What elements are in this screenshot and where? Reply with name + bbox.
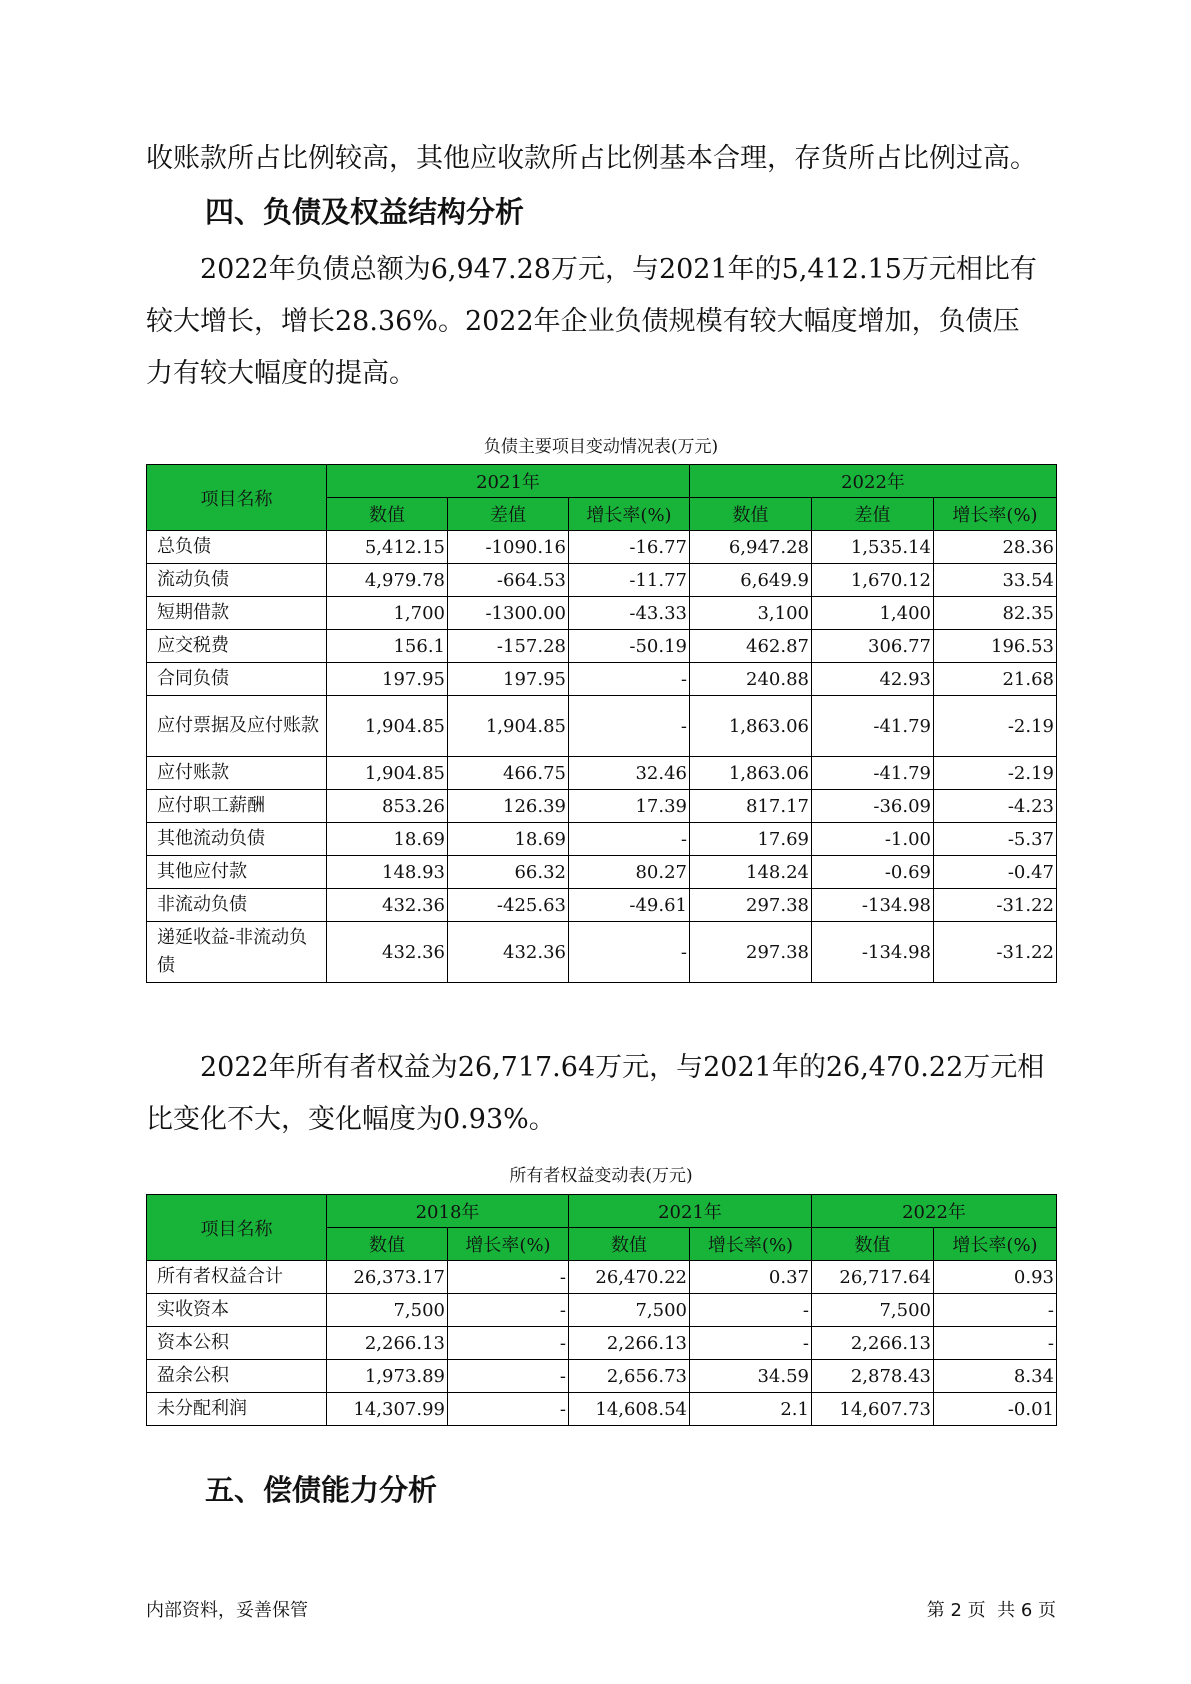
liability-paragraph: 2022年负债总额为6,947.28万元，与2021年的5,412.15万元相比有较大增长，增长28.36%。2022年企业负债规模有较大幅度增加，负债压力有较大幅度的提高。 — [146, 254, 1037, 389]
table-row — [147, 597, 1057, 630]
sub-column-header: 数值 — [812, 1228, 934, 1261]
value-cell: 21.68 — [934, 663, 1057, 696]
value-cell: 3,100 — [690, 597, 812, 630]
value-cell: 306.77 — [812, 630, 934, 663]
row-label-cell: 递延收益-非流动负债 — [147, 922, 327, 983]
value-cell: 197.95 — [327, 663, 448, 696]
value-cell: -36.09 — [812, 790, 934, 823]
value-cell: 432.36 — [448, 922, 569, 983]
value-cell: 1,973.89 — [327, 1360, 448, 1393]
value-cell: -0.47 — [934, 856, 1057, 889]
value-cell: 148.93 — [327, 856, 448, 889]
year-header: 2018年 — [327, 1195, 569, 1228]
table-row — [147, 630, 1057, 663]
value-cell: -11.77 — [569, 564, 690, 597]
value-cell: 197.95 — [448, 663, 569, 696]
value-cell: - — [448, 1261, 569, 1294]
value-cell: -1.00 — [812, 823, 934, 856]
value-cell: 1,904.85 — [327, 696, 448, 757]
value-cell: 156.1 — [327, 630, 448, 663]
table-row — [147, 531, 1057, 564]
row-label-cell: 合同负债 — [147, 663, 327, 696]
liability-table-caption: 负债主要项目变动情况表(万元) — [483, 437, 719, 457]
value-cell: 1,904.85 — [448, 696, 569, 757]
value-cell: -664.53 — [448, 564, 569, 597]
table-row — [147, 663, 1057, 696]
row-label-cell: 所有者权益合计 — [147, 1261, 327, 1294]
value-cell: 82.35 — [934, 597, 1057, 630]
value-cell: -425.63 — [448, 889, 569, 922]
value-cell: -1300.00 — [448, 597, 569, 630]
value-cell: -0.01 — [934, 1393, 1057, 1426]
value-cell: 1,904.85 — [327, 757, 448, 790]
value-cell: 42.93 — [812, 663, 934, 696]
value-cell: 34.59 — [690, 1360, 812, 1393]
footer-confidential-note: 内部资料，妥善保管 — [146, 1600, 308, 1621]
row-label-cell: 应交税费 — [147, 630, 327, 663]
table-row — [147, 889, 1057, 922]
year-header: 2021年 — [327, 465, 690, 498]
value-cell: 1,700 — [327, 597, 448, 630]
sub-column-header: 数值 — [569, 1228, 690, 1261]
equity-table — [146, 1194, 1057, 1426]
value-cell: 297.38 — [690, 922, 812, 983]
sub-column-header: 增长率(%) — [569, 498, 690, 531]
value-cell: -41.79 — [812, 696, 934, 757]
value-cell: 432.36 — [327, 922, 448, 983]
value-cell: 80.27 — [569, 856, 690, 889]
value-cell: 7,500 — [812, 1294, 934, 1327]
value-cell: 14,608.54 — [569, 1393, 690, 1426]
name-column-header: 项目名称 — [147, 1195, 327, 1261]
value-cell: 4,979.78 — [327, 564, 448, 597]
value-cell: -5.37 — [934, 823, 1057, 856]
value-cell: 817.17 — [690, 790, 812, 823]
table-row — [147, 1327, 1057, 1360]
value-cell: 66.32 — [448, 856, 569, 889]
value-cell: 6,649.9 — [690, 564, 812, 597]
row-label-cell: 盈余公积 — [147, 1360, 327, 1393]
row-label-cell: 非流动负债 — [147, 889, 327, 922]
value-cell: 2.1 — [690, 1393, 812, 1426]
year-header: 2021年 — [569, 1195, 812, 1228]
value-cell: 462.87 — [690, 630, 812, 663]
value-cell: 32.46 — [569, 757, 690, 790]
value-cell: 5,412.15 — [327, 531, 448, 564]
value-cell: -134.98 — [812, 889, 934, 922]
value-cell: -0.69 — [812, 856, 934, 889]
equity-table-caption: 所有者权益变动表(万元) — [509, 1166, 693, 1186]
value-cell: - — [448, 1360, 569, 1393]
value-cell: 126.39 — [448, 790, 569, 823]
table-row — [147, 823, 1057, 856]
table-row — [147, 1261, 1057, 1294]
value-cell: - — [569, 696, 690, 757]
value-cell: 466.75 — [448, 757, 569, 790]
row-label-cell: 其他应付款 — [147, 856, 327, 889]
value-cell: 2,266.13 — [569, 1327, 690, 1360]
value-cell: 18.69 — [448, 823, 569, 856]
row-label-cell: 其他流动负债 — [147, 823, 327, 856]
value-cell: -16.77 — [569, 531, 690, 564]
name-column-header: 项目名称 — [147, 465, 327, 531]
value-cell: 2,878.43 — [812, 1360, 934, 1393]
table-row — [147, 696, 1057, 757]
value-cell: 18.69 — [327, 823, 448, 856]
row-label-cell: 短期借款 — [147, 597, 327, 630]
value-cell: 853.26 — [327, 790, 448, 823]
value-cell: 297.38 — [690, 889, 812, 922]
value-cell: -31.22 — [934, 922, 1057, 983]
value-cell: 0.37 — [690, 1261, 812, 1294]
value-cell: 1,863.06 — [690, 696, 812, 757]
row-label-cell: 应付职工薪酬 — [147, 790, 327, 823]
table-row — [147, 757, 1057, 790]
value-cell: - — [569, 823, 690, 856]
liability-table — [146, 464, 1057, 983]
value-cell: 8.34 — [934, 1360, 1057, 1393]
table-row — [147, 1294, 1057, 1327]
value-cell: - — [448, 1393, 569, 1426]
value-cell: 2,266.13 — [812, 1327, 934, 1360]
value-cell: 1,670.12 — [812, 564, 934, 597]
value-cell: 14,607.73 — [812, 1393, 934, 1426]
table-row — [147, 564, 1057, 597]
value-cell: -50.19 — [569, 630, 690, 663]
value-cell: 2,656.73 — [569, 1360, 690, 1393]
row-label-cell: 应付账款 — [147, 757, 327, 790]
row-label-cell: 总负债 — [147, 531, 327, 564]
section-4-heading: 四、负债及权益结构分析 — [205, 195, 525, 229]
value-cell: -43.33 — [569, 597, 690, 630]
value-cell: 17.69 — [690, 823, 812, 856]
row-label-cell: 应付票据及应付账款 — [147, 696, 327, 757]
value-cell: 240.88 — [690, 663, 812, 696]
value-cell: 33.54 — [934, 564, 1057, 597]
value-cell: 0.93 — [934, 1261, 1057, 1294]
value-cell: - — [934, 1327, 1057, 1360]
equity-paragraph: 2022年所有者权益为26,717.64万元，与2021年的26,470.22万元相比变化不大，变化幅度为0.93%。 — [146, 1052, 1045, 1135]
sub-column-header: 数值 — [690, 498, 812, 531]
value-cell: 432.36 — [327, 889, 448, 922]
table-row — [147, 1360, 1057, 1393]
value-cell: 196.53 — [934, 630, 1057, 663]
value-cell: 1,400 — [812, 597, 934, 630]
table-row — [147, 856, 1057, 889]
value-cell: - — [569, 663, 690, 696]
sub-column-header: 数值 — [327, 498, 448, 531]
value-cell: - — [690, 1294, 812, 1327]
value-cell: -4.23 — [934, 790, 1057, 823]
value-cell: -41.79 — [812, 757, 934, 790]
table-row — [147, 1393, 1057, 1426]
value-cell: -134.98 — [812, 922, 934, 983]
row-label-cell: 未分配利润 — [147, 1393, 327, 1426]
year-header: 2022年 — [690, 465, 1057, 498]
section-5-heading: 五、偿债能力分析 — [205, 1473, 438, 1507]
row-label-cell: 流动负债 — [147, 564, 327, 597]
sub-column-header: 差值 — [812, 498, 934, 531]
value-cell: 2,266.13 — [327, 1327, 448, 1360]
value-cell: -31.22 — [934, 889, 1057, 922]
value-cell: 1,535.14 — [812, 531, 934, 564]
row-label-cell: 资本公积 — [147, 1327, 327, 1360]
sub-column-header: 差值 — [448, 498, 569, 531]
sub-column-header: 增长率(%) — [690, 1228, 812, 1261]
value-cell: -2.19 — [934, 757, 1057, 790]
sub-column-header: 增长率(%) — [448, 1228, 569, 1261]
value-cell: -49.61 — [569, 889, 690, 922]
value-cell: - — [448, 1294, 569, 1327]
value-cell: -2.19 — [934, 696, 1057, 757]
value-cell: -1090.16 — [448, 531, 569, 564]
value-cell: - — [934, 1294, 1057, 1327]
table-row — [147, 922, 1057, 983]
sub-column-header: 增长率(%) — [934, 1228, 1057, 1261]
value-cell: 148.24 — [690, 856, 812, 889]
value-cell: 26,373.17 — [327, 1261, 448, 1294]
value-cell: 26,717.64 — [812, 1261, 934, 1294]
value-cell: 6,947.28 — [690, 531, 812, 564]
year-header: 2022年 — [812, 1195, 1057, 1228]
footer-page-number: 第 2 页 共 6 页 — [926, 1600, 1056, 1621]
sub-column-header: 数值 — [327, 1228, 448, 1261]
value-cell: 28.36 — [934, 531, 1057, 564]
value-cell: 26,470.22 — [569, 1261, 690, 1294]
table-row — [147, 790, 1057, 823]
value-cell: 14,307.99 — [327, 1393, 448, 1426]
value-cell: - — [448, 1327, 569, 1360]
top-paragraph: 收账款所占比例较高，其他应收款所占比例基本合理，存货所占比例过高。 — [146, 143, 1037, 174]
value-cell: 7,500 — [327, 1294, 448, 1327]
sub-column-header: 增长率(%) — [934, 498, 1057, 531]
value-cell: 1,863.06 — [690, 757, 812, 790]
value-cell: 17.39 — [569, 790, 690, 823]
value-cell: - — [569, 922, 690, 983]
value-cell: - — [690, 1327, 812, 1360]
value-cell: 7,500 — [569, 1294, 690, 1327]
row-label-cell: 实收资本 — [147, 1294, 327, 1327]
value-cell: -157.28 — [448, 630, 569, 663]
